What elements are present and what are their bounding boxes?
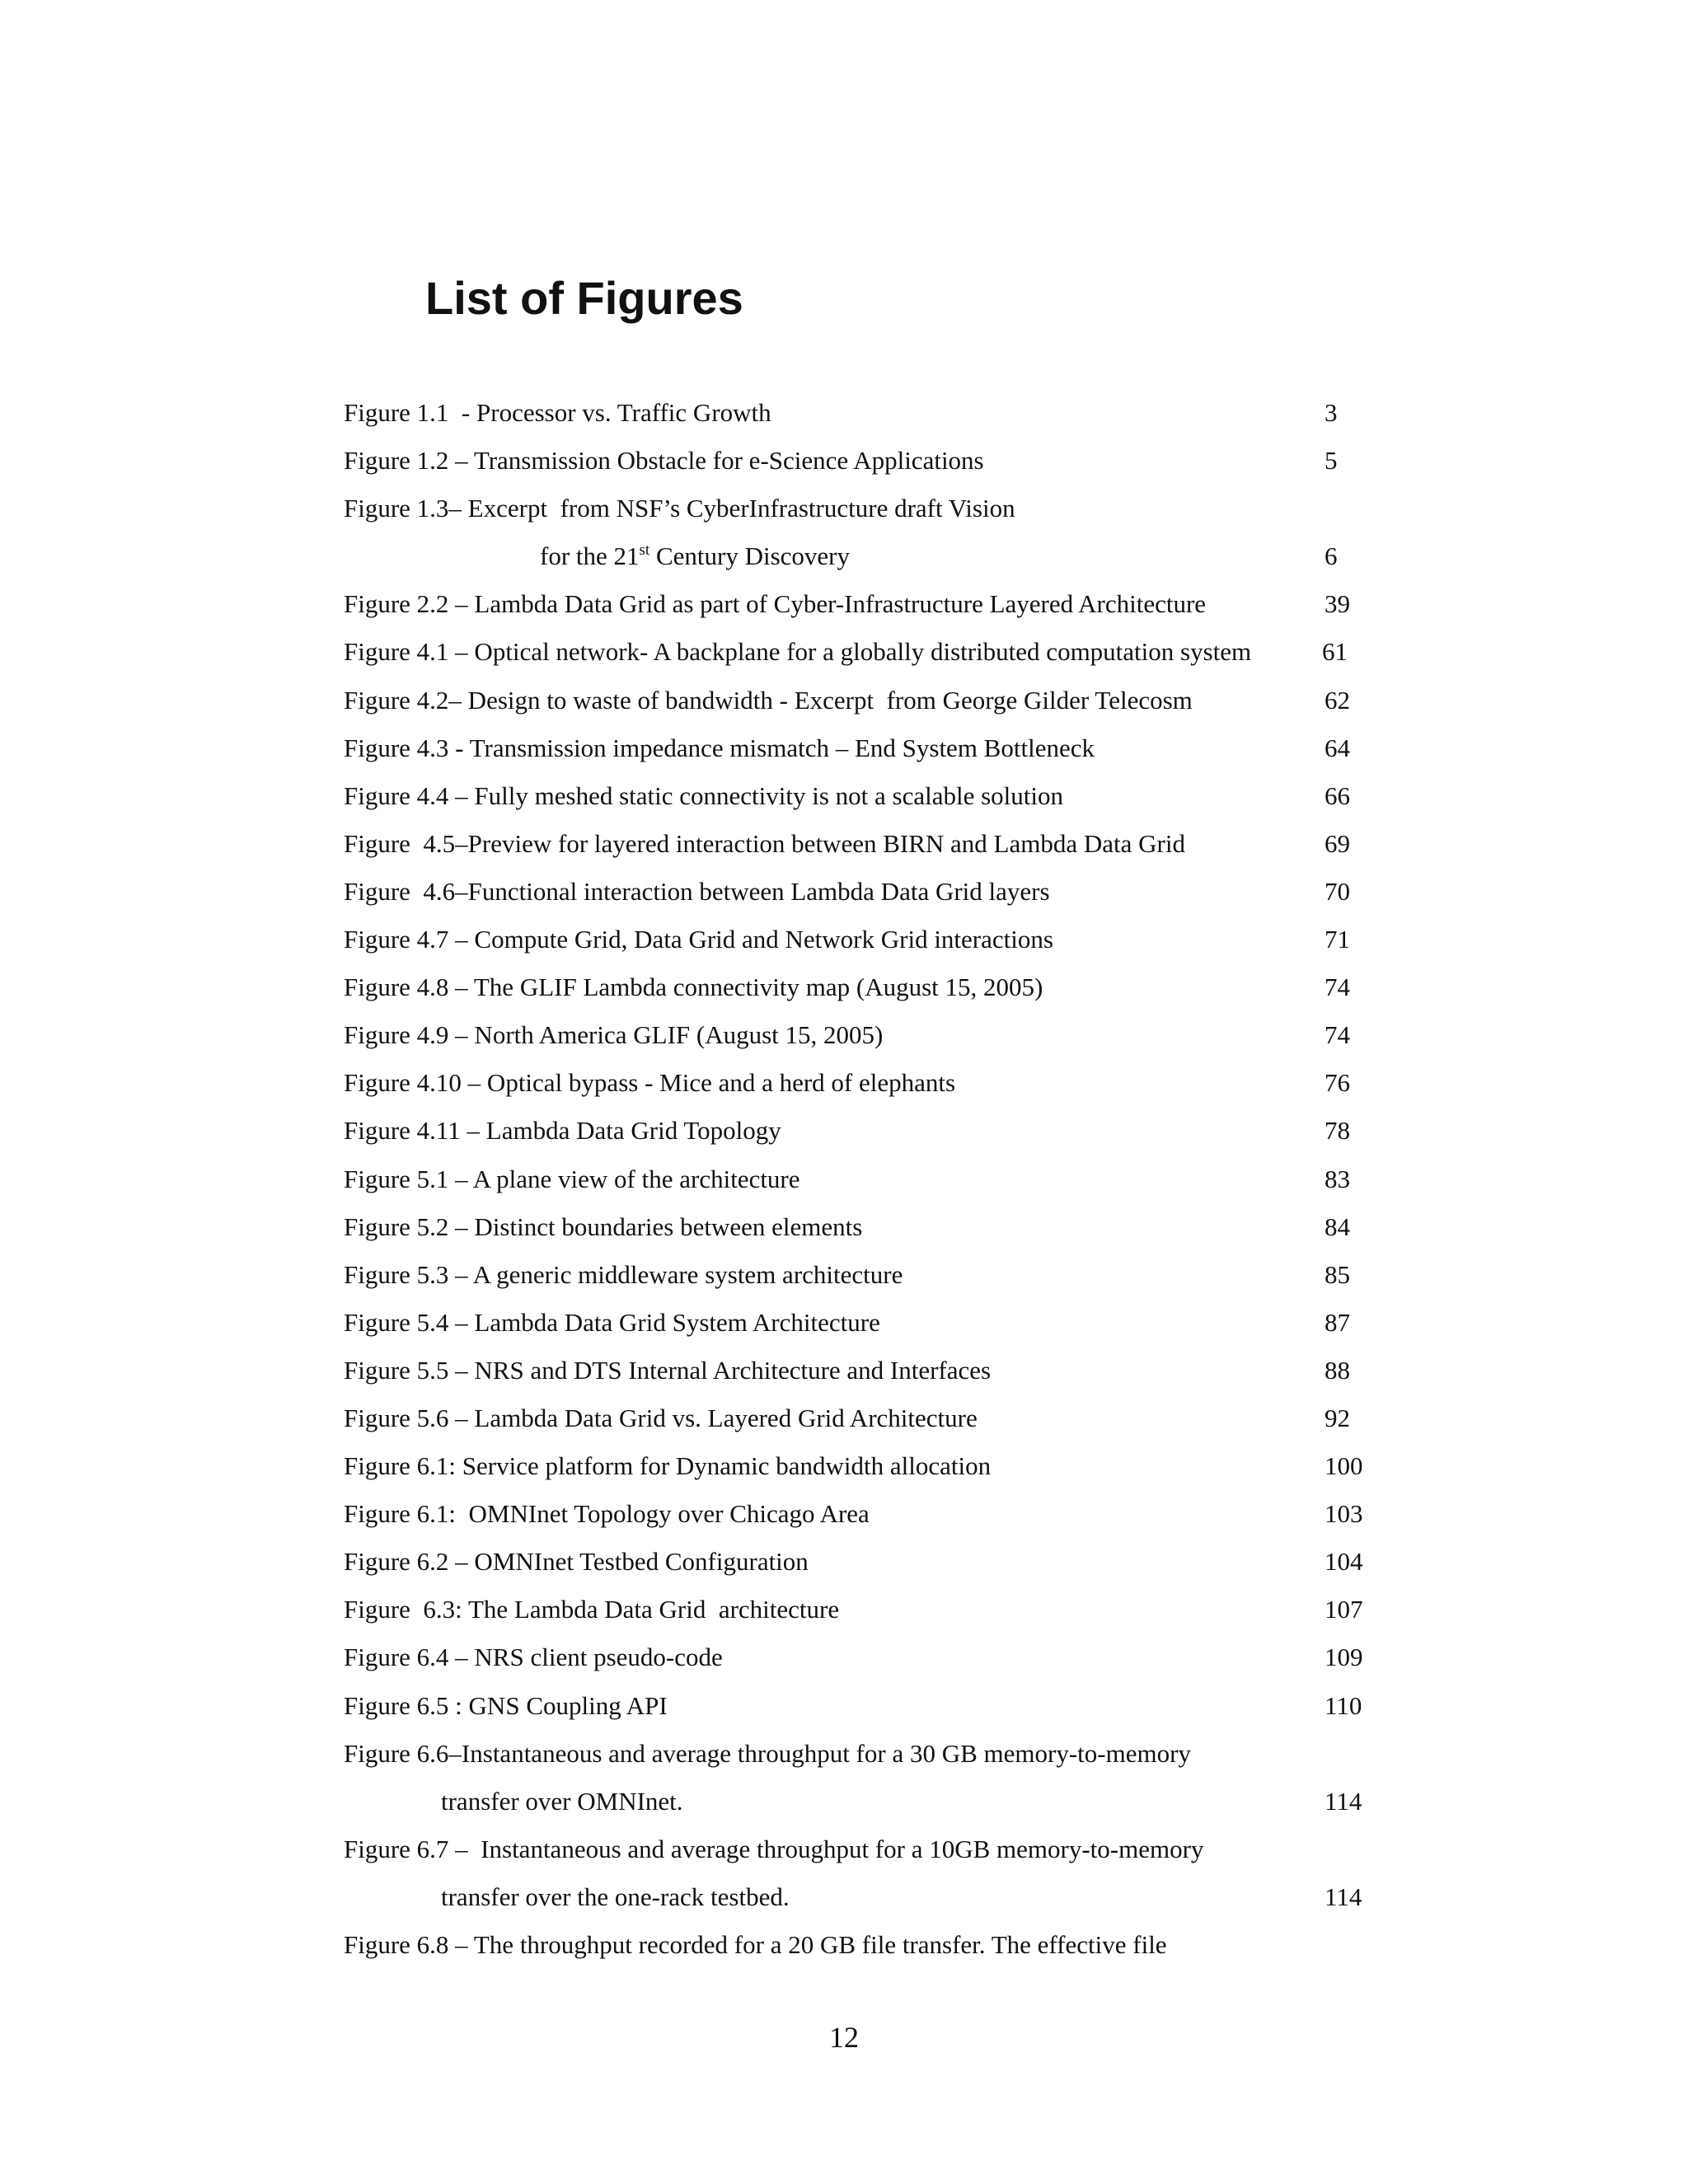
- ordinal-suffix: st: [639, 541, 650, 560]
- list-item: [344, 1299, 1415, 1347]
- entry-text: Figure 4.10 – Optical bypass - Mice and a herd of elephants: [344, 1068, 956, 1098]
- entry-page: 114: [1325, 1882, 1362, 1911]
- entry-page: 114: [1325, 1786, 1362, 1816]
- list-item: [344, 389, 1415, 437]
- entry-page: 110: [1325, 1690, 1362, 1720]
- list-item: [344, 1730, 1415, 1778]
- entry-text: Figure 6.4 – NRS client pseudo-code: [344, 1643, 723, 1672]
- entry-text: Figure 5.3 – A generic middleware system architecture: [344, 1259, 903, 1289]
- entry-page: 85: [1325, 1259, 1350, 1289]
- page-title: List of Figures: [425, 272, 743, 324]
- entry-page: 88: [1325, 1355, 1350, 1385]
- entry-page: 103: [1325, 1499, 1363, 1529]
- entry-text: transfer over the one-rack testbed.: [441, 1882, 790, 1911]
- entry-text: Figure 4.8 – The GLIF Lambda connectivity map (August 15, 2005): [344, 972, 1043, 1002]
- entry-text: Figure 1.3– Excerpt from NSF’s CyberInfrastructure draft Vision: [344, 494, 1015, 523]
- entry-text: Figure 4.9 – North America GLIF (August 15, 2005): [344, 1020, 884, 1050]
- entry-text: Figure 4.6–Functional interaction between Lambda Data Grid layers: [344, 876, 1050, 906]
- entry-text: Figure 4.11 – Lambda Data Grid Topology: [344, 1116, 781, 1146]
- entry-text: [540, 532, 850, 580]
- entry-text: Figure 4.3 - Transmission impedance mismatch – End System Bottleneck: [344, 733, 1095, 762]
- entry-text-part: for the 21: [540, 541, 640, 571]
- entry-text: Figure 5.1 – A plane view of the architecture: [344, 1164, 800, 1193]
- entry-page: 69: [1325, 828, 1350, 858]
- entry-text: Figure 4.5–Preview for layered interaction between BIRN and Lambda Data Grid: [344, 828, 1185, 858]
- entry-page: 84: [1325, 1212, 1350, 1241]
- page-number: 12: [829, 2021, 859, 2054]
- entry-page: 92: [1325, 1403, 1350, 1432]
- entry-page: 66: [1325, 780, 1350, 810]
- entry-text: Figure 5.6 – Lambda Data Grid vs. Layered Grid Architecture: [344, 1403, 978, 1432]
- list-item: [344, 1394, 1415, 1442]
- entry-text: Figure 6.1: OMNInet Topology over Chicago Area: [344, 1499, 870, 1529]
- list-item: [344, 485, 1415, 532]
- entry-text: transfer over OMNInet.: [441, 1786, 683, 1816]
- entry-page: 6: [1325, 541, 1338, 571]
- list-item: [344, 1873, 1415, 1921]
- entry-text: Figure 6.8 – The throughput recorded for a 20 GB file transfer. The effective file: [344, 1930, 1167, 1959]
- entry-text: Figure 5.4 – Lambda Data Grid System Architecture: [344, 1307, 880, 1337]
- entry-text: Figure 1.1 - Processor vs. Traffic Growth: [344, 398, 771, 427]
- entry-page: 107: [1325, 1595, 1363, 1624]
- list-item: [344, 1633, 1415, 1681]
- list-item: [344, 1059, 1415, 1107]
- entry-text: Figure 6.7 – Instantaneous and average throughput for a 10GB memory-to-memory: [344, 1834, 1204, 1863]
- entry-page: 74: [1325, 972, 1350, 1002]
- list-item: [344, 1347, 1415, 1394]
- list-item: [344, 1442, 1415, 1490]
- entry-text: Figure 4.1 – Optical network- A backplane for a globally distributed computation system: [344, 637, 1252, 667]
- list-item: [344, 1586, 1415, 1633]
- list-item: [344, 628, 1415, 676]
- list-item: [344, 1107, 1415, 1155]
- list-item: [344, 916, 1415, 963]
- entry-page: 39: [1325, 589, 1350, 619]
- entry-text: Figure 2.2 – Lambda Data Grid as part of Cyber-Infrastructure Layered Architecture: [344, 589, 1207, 619]
- list-item: [344, 580, 1415, 628]
- list-item: [344, 772, 1415, 820]
- entry-text: Figure 5.5 – NRS and DTS Internal Architecture and Interfaces: [344, 1355, 992, 1385]
- entry-text: Figure 6.5 : GNS Coupling API: [344, 1690, 668, 1720]
- list-item: [344, 820, 1415, 868]
- entry-page: 87: [1325, 1307, 1350, 1337]
- list-item: [344, 532, 1415, 580]
- list-item: [344, 1921, 1415, 1969]
- entry-page: 70: [1325, 876, 1350, 906]
- list-item: [344, 1490, 1415, 1538]
- entry-text: Figure 4.4 – Fully meshed static connectivity is not a scalable solution: [344, 780, 1064, 810]
- list-item: [344, 1538, 1415, 1586]
- list-item: [344, 724, 1415, 772]
- list-item: [344, 1251, 1415, 1299]
- list-item: [344, 437, 1415, 485]
- entry-page: 3: [1325, 398, 1338, 427]
- list-item: [344, 1778, 1415, 1825]
- entry-text: Figure 6.1: Service platform for Dynamic bandwidth allocation: [344, 1451, 992, 1481]
- entry-text: Figure 5.2 – Distinct boundaries between elements: [344, 1212, 863, 1241]
- entry-page: 78: [1325, 1116, 1350, 1146]
- entry-page: 100: [1325, 1451, 1363, 1481]
- list-item: [344, 963, 1415, 1011]
- list-item: [344, 1203, 1415, 1251]
- entry-page: 104: [1325, 1547, 1363, 1577]
- list-item: [344, 677, 1415, 724]
- figure-list: [344, 389, 1415, 1969]
- entry-page: 109: [1325, 1643, 1363, 1672]
- entry-page: 76: [1325, 1068, 1350, 1098]
- entry-page: 83: [1325, 1164, 1350, 1193]
- list-item: [344, 1682, 1415, 1730]
- entry-text: Figure 4.7 – Compute Grid, Data Grid and Network Grid interactions: [344, 925, 1053, 954]
- entry-page: 64: [1325, 733, 1350, 762]
- list-item: [344, 1155, 1415, 1203]
- list-item: [344, 1011, 1415, 1059]
- entry-text: Figure 6.2 – OMNInet Testbed Configuration: [344, 1547, 809, 1577]
- list-item: [344, 1825, 1415, 1873]
- entry-text: Figure 4.2– Design to waste of bandwidth - Excerpt from George Gilder Telecosm: [344, 685, 1193, 715]
- entry-page: 5: [1325, 446, 1338, 476]
- entry-page: 71: [1325, 925, 1350, 954]
- entry-page: 61: [1322, 637, 1348, 667]
- entry-text: Figure 6.3: The Lambda Data Grid architecture: [344, 1595, 840, 1624]
- entry-text: Figure 1.2 – Transmission Obstacle for e-Science Applications: [344, 446, 984, 476]
- entry-page: 74: [1325, 1020, 1350, 1050]
- entry-page: 62: [1325, 685, 1350, 715]
- entry-text: Figure 6.6–Instantaneous and average throughput for a 30 GB memory-to-memory: [344, 1738, 1191, 1768]
- list-item: [344, 868, 1415, 916]
- entry-text-part: Century Discovery: [649, 541, 850, 571]
